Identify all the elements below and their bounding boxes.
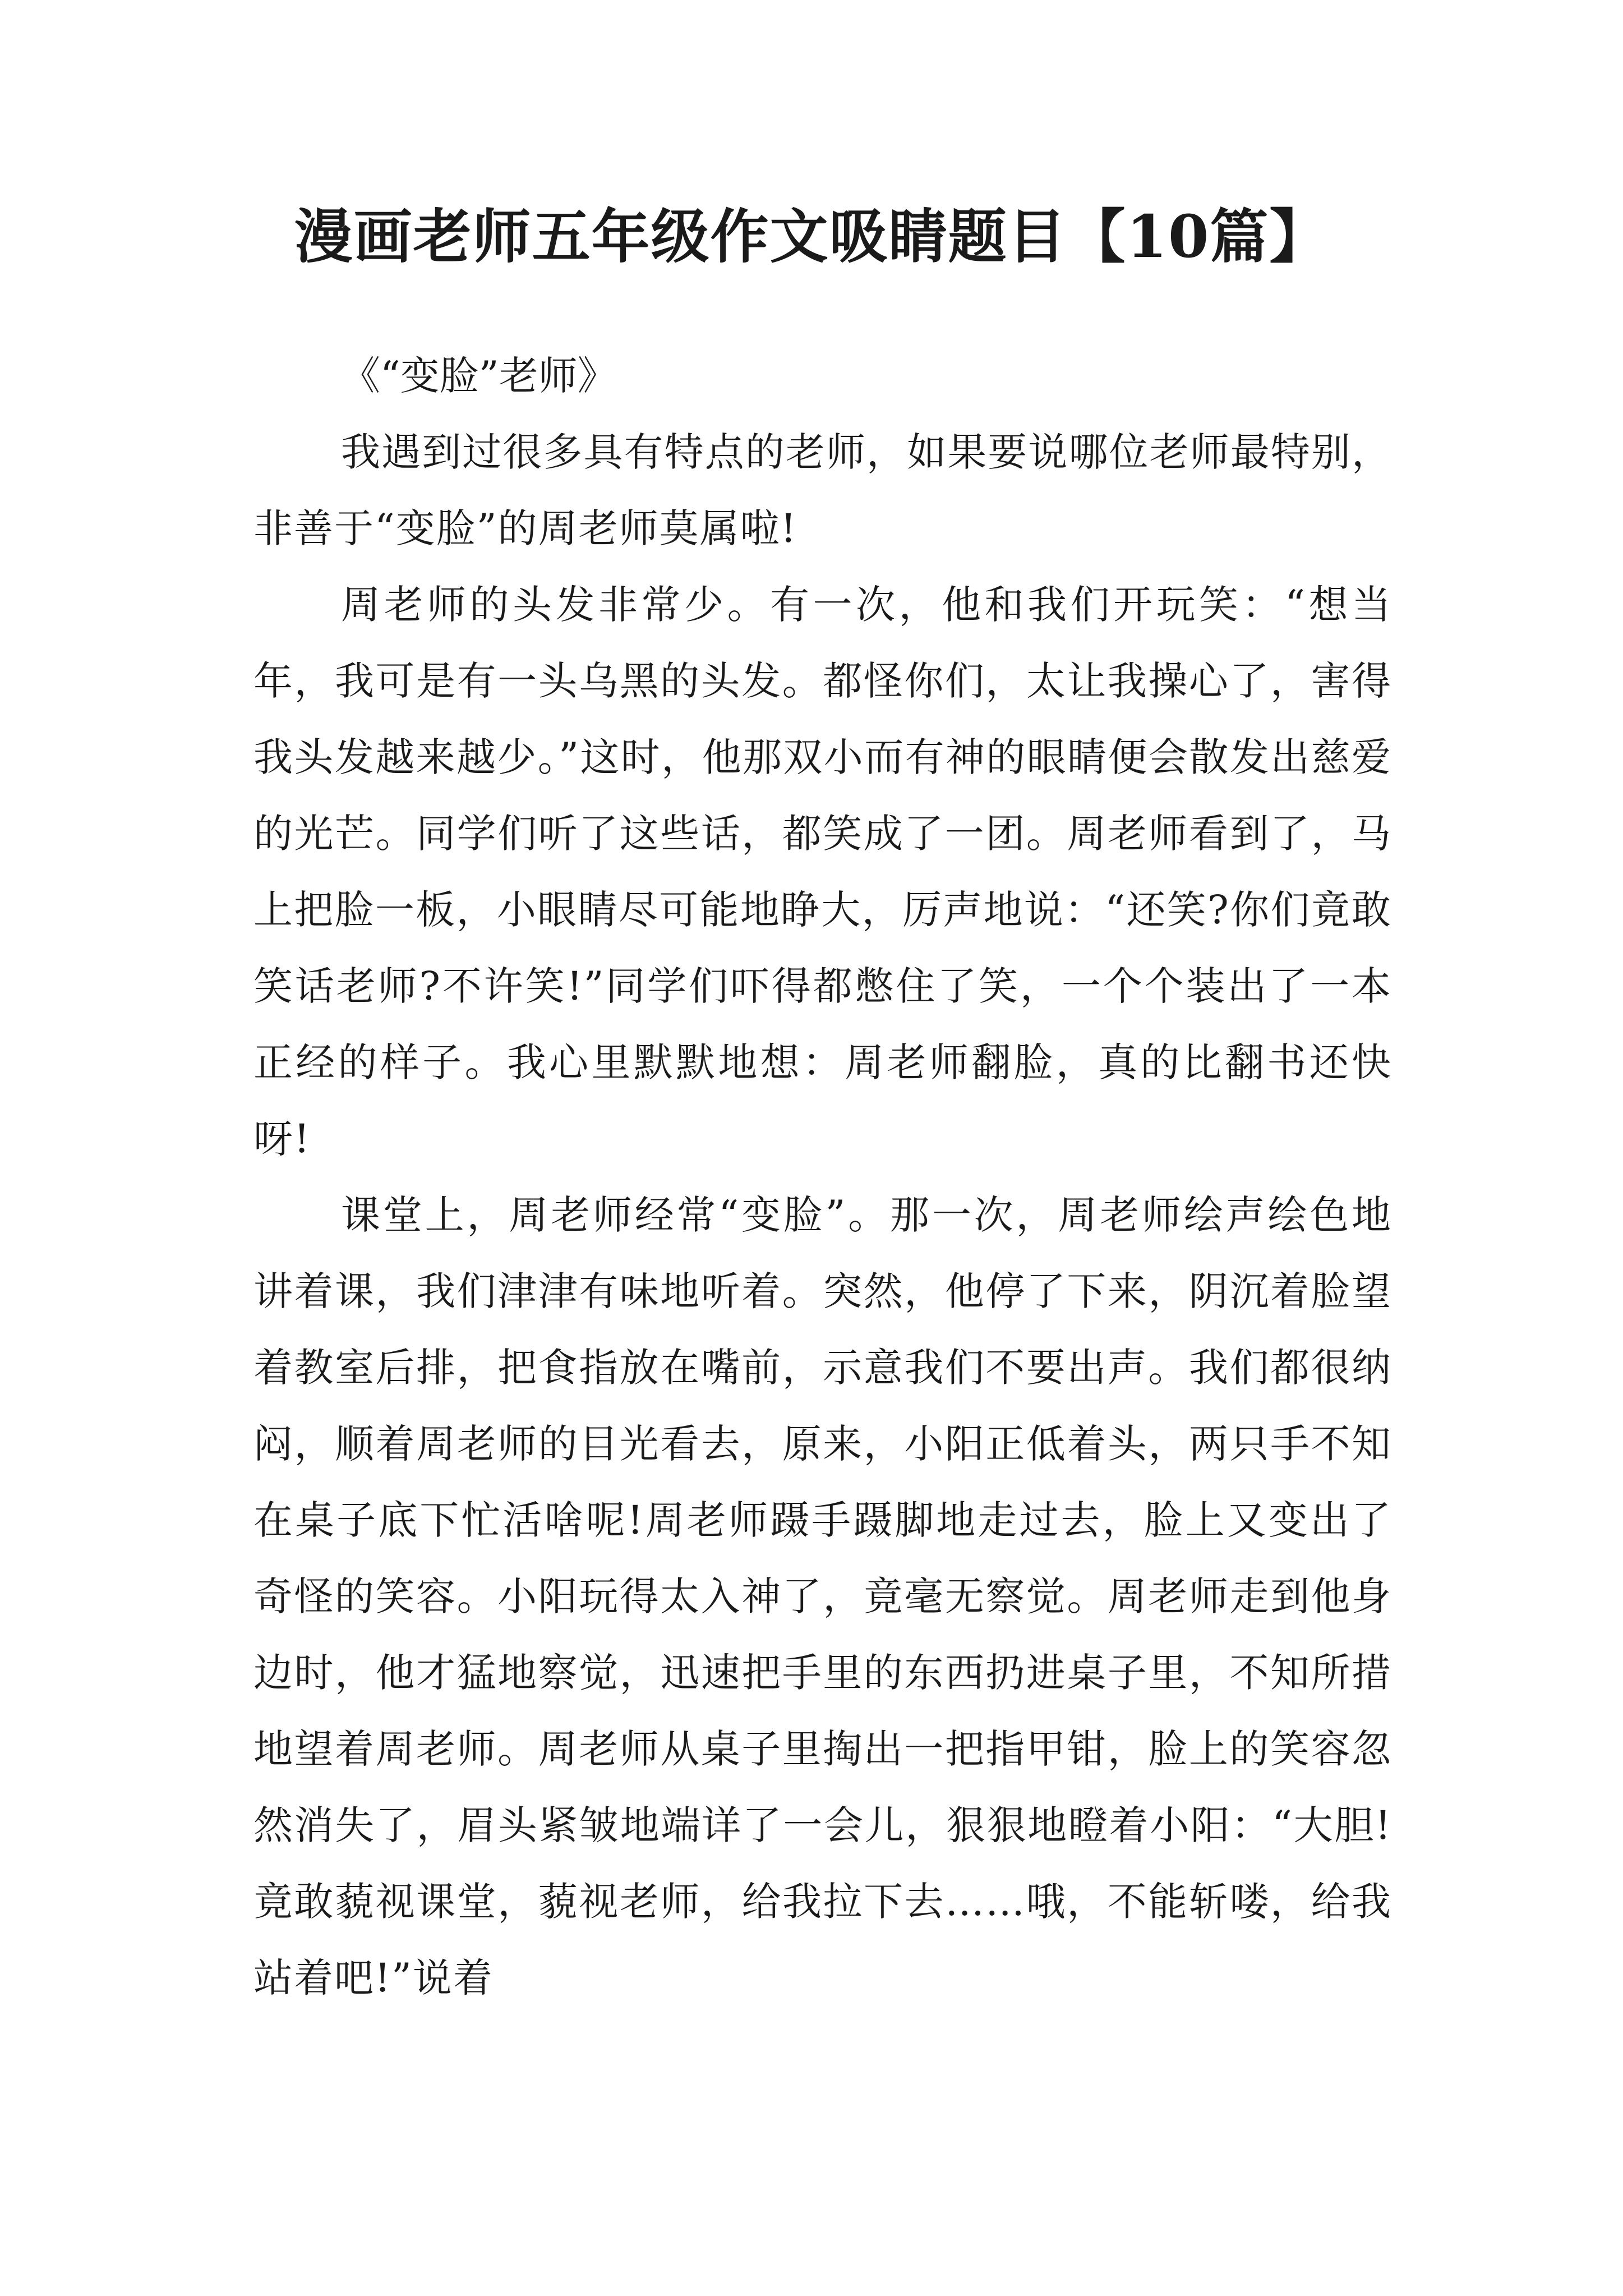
paragraph-2: 周老师的头发非常少。有一次，他和我们开玩笑：“想当年，我可是有一头乌黑的头发。都怪你们，太让我操心了，害得我头发越来越少。”这时，他那双小而有神的眼睛便会散发出慈爱的光芒。同学们听了这些话，都笑成了一团。周老师看到了，马上把脸一板，小眼睛尽可能地睁大，厉声地说：“还笑?你们竟敢笑话老师?不许笑!”同学们吓得都憋住了笑，一个个装出了一本正经的样子。我心里默默地想：周老师翻脸，真的比翻书还快呀! bbox=[253, 582, 1392, 1162]
paragraph-3: 课堂上，周老师经常“变脸”。那一次，周老师绘声绘色地讲着课，我们津津有味地听着。突然，他停了下来，阴沉着脸望着教室后排，把食指放在嘴前，示意我们不要出声。我们都很纳闷，顺着周老师的目光看去，原来，小阳正低着头，两只手不知在桌子底下忙活啥呢!周老师蹑手蹑脚地走过去，脸上又变出了奇怪的笑容。小阳玩得太入神了，竟毫无察觉。周老师走到他身边时，他才猛地察觉，迅速把手里的东西扔进桌子里，不知所措地望着周老师。周老师从桌子里掏出一把指甲钳，脸上的笑容忽然消失了，眉头紧皱地端详了一会儿，狠狠地瞪着小阳：“大胆!竟敢藐视课堂，藐视老师，给我拉下去……哦，不能斩喽，给我站着吧!”说着 bbox=[253, 1192, 1392, 2001]
paragraph-1: 我遇到过很多具有特点的老师，如果要说哪位老师最特别，非善于“变脸”的周老师莫属啦! bbox=[253, 429, 1392, 551]
essay-title: 《“变脸”老师》 bbox=[341, 353, 617, 399]
document-title: 漫画老师五年级作文吸睛题目【10篇】 bbox=[294, 202, 1329, 271]
essay-body bbox=[253, 338, 1392, 2016]
